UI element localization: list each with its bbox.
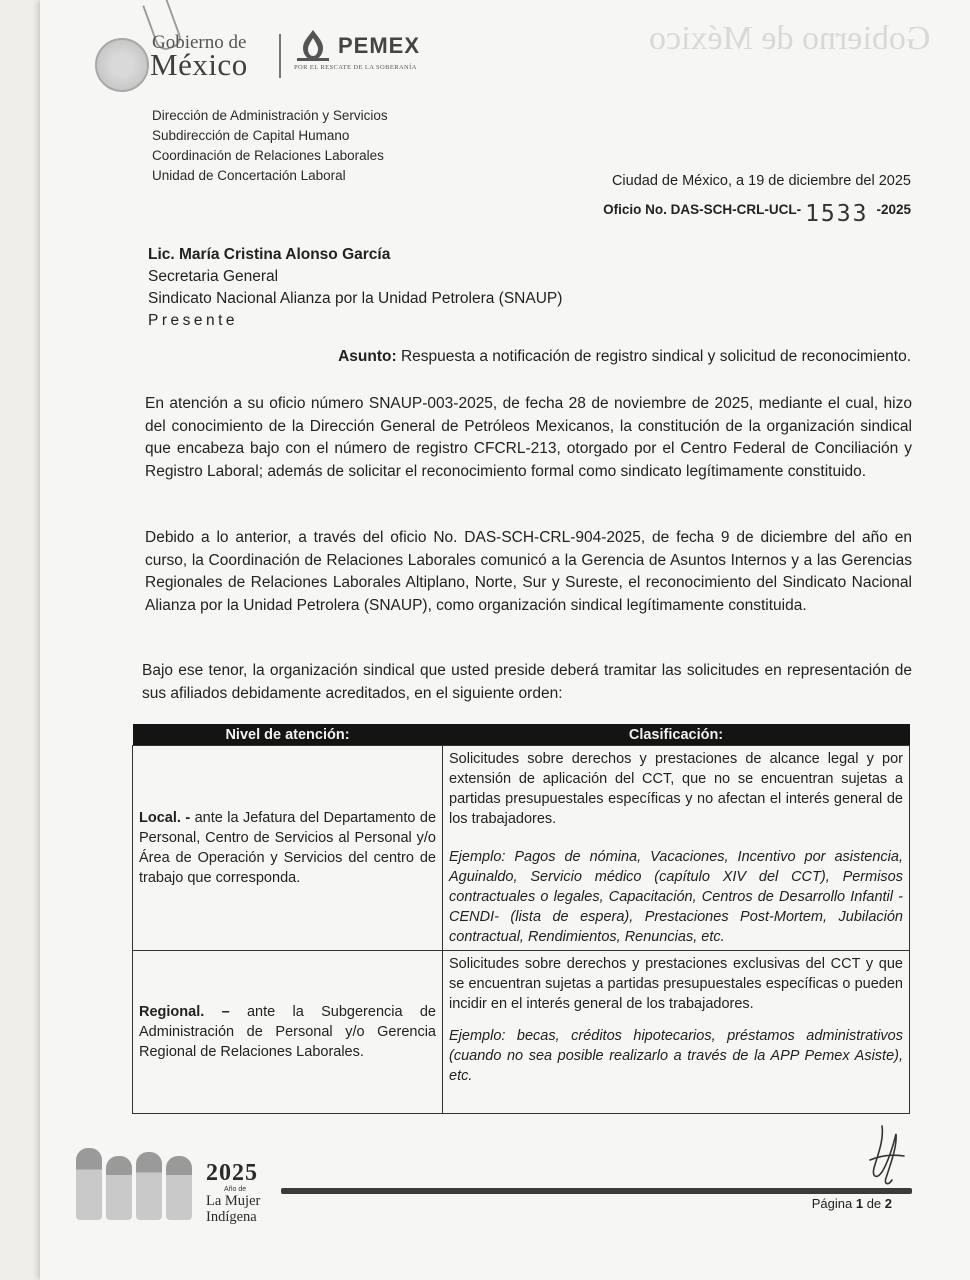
- year-emblem-line2: Indígena: [206, 1209, 257, 1225]
- level-label: Regional. –: [139, 1004, 230, 1020]
- table-header-row: [133, 724, 910, 746]
- figure-icon: [136, 1152, 162, 1220]
- figure-icon: [166, 1156, 192, 1220]
- year-emblem-sub: Año de: [224, 1186, 247, 1193]
- figure-icon: [106, 1156, 132, 1220]
- attention-levels-table: [132, 724, 910, 1114]
- signature-icon: [862, 1120, 912, 1192]
- department-block: [152, 106, 388, 186]
- classification-text: Solicitudes sobre derechos y prestaciones exclusivas del CCT y que se encuentran sujetas a partidas presupuestales específicas o pueden incidir en el interés general de los trabajadores.: [449, 956, 903, 1012]
- oficio-stamped-number: 1533: [805, 201, 869, 227]
- body-paragraph: En atención a su oficio número SNAUP-003-2025, de fecha 28 de noviembre de 2025, mediante el cual, hizo del conocimiento de la Dirección General de Petróleos Mexicanos, la constitución de la organización sindical que encabeza bajo con el número de registro CFCRL-213, otorgado por el Centro Federal de Conciliación y Registro Laboral; además de solicitar el reconocimiento formal como sindicato legítimamente constituido.: [145, 395, 912, 480]
- page-mid: de: [863, 1196, 885, 1211]
- pemex-brand: PEMEX: [338, 33, 421, 58]
- classification-example: Ejemplo: Pagos de nómina, Vacaciones, Incentivo por asistencia, Aguinaldo, Servicio médico (capítulo XIV del CCT), Permisos contractuales o legales, Capacitación, Centros de Desarrollo Infantil -CENDI- (lista de espera), Prestaciones Post-Mortem, Jubilación contractual, Rendimientos, Renuncias, etc.: [449, 849, 903, 945]
- page-total: 2: [884, 1196, 892, 1211]
- header-divider: [279, 34, 281, 78]
- year-emblem: 2025: [206, 1160, 258, 1186]
- page-prefix: Página: [811, 1196, 856, 1211]
- place-date: Ciudad de México, a 19 de diciembre del 2025: [611, 173, 911, 189]
- table-row: [133, 746, 910, 951]
- mexico-seal-icon: [95, 38, 149, 92]
- figure-icon: [76, 1148, 102, 1220]
- gobierno-line1: Gobierno de: [152, 32, 247, 53]
- recipient-name: Lic. María Cristina Alonso García: [148, 246, 391, 263]
- subject-text: Respuesta a notificación de registro sindical y solicitud de reconocimiento.: [400, 348, 911, 365]
- pemex-logo-icon: [293, 28, 333, 64]
- department-line: Dirección de Administración y Servicios: [152, 108, 388, 123]
- level-text: ante la Subgerencia de Administración de Personal y/o Gerencia Regional de Relaciones Laborales.: [139, 1004, 437, 1060]
- recipient-organization: Sindicato Nacional Alianza por la Unidad Petrolera (SNAUP): [148, 290, 563, 307]
- oficio-suffix: -2025: [876, 202, 911, 217]
- oficio-number: [603, 194, 911, 227]
- show-through-mark: Gobierno de México: [648, 20, 930, 57]
- year-emblem-line1: La Mujer: [206, 1193, 261, 1209]
- department-line: Unidad de Concertación Laboral: [152, 168, 346, 183]
- page-current: 1: [855, 1196, 864, 1211]
- level-cell: [133, 951, 443, 1114]
- recipient-block: [148, 244, 562, 332]
- table-header-level: Nivel de atención:: [133, 724, 443, 746]
- footer-rule: [281, 1188, 912, 1194]
- body-paragraph: Bajo ese tenor, la organización sindical que usted preside deberá tramitar las solicitudes en representación de sus afiliados debidamente acreditados, en el siguiente orden:: [142, 662, 912, 702]
- level-cell: [133, 746, 443, 951]
- table-row: [133, 951, 910, 1114]
- classification-text: Solicitudes sobre derechos y prestaciones de alcance legal y por extensión de aplicación del CCT, que no se encuentran sujetas a partidas presupuestales específicas y no afectan el interés general de los trabajadores.: [449, 751, 903, 827]
- classification-cell: [443, 746, 910, 951]
- subject-label: Asunto:: [338, 348, 397, 365]
- table-header-classification: Clasificación:: [443, 724, 910, 746]
- page-number: [812, 1196, 892, 1211]
- department-line: Coordinación de Relaciones Laborales: [152, 148, 384, 163]
- salutation: Presente: [148, 312, 239, 329]
- subject-line: [338, 348, 911, 366]
- level-text: ante la Jefatura del Departamento de Personal, Centro de Servicios al Personal y/o Área de Operación y Servicios del centro de trabajo que corresponda.: [139, 810, 437, 886]
- classification-cell: [443, 951, 910, 1114]
- oficio-prefix: Oficio No. DAS-SCH-CRL-UCL-: [603, 202, 802, 217]
- gobierno-line2: México: [150, 47, 248, 82]
- recipient-title: Secretaria General: [148, 268, 279, 285]
- pemex-tagline: POR EL RESCATE DE LA SOBERANÍA: [294, 64, 417, 71]
- level-label: Local. -: [139, 810, 191, 826]
- classification-example: Ejemplo: becas, créditos hipotecarios, préstamos administrativos (cuando no sea posible realizarlo a través de la APP Pemex Asiste), etc.: [449, 1028, 903, 1084]
- department-line: Subdirección de Capital Humano: [152, 128, 350, 143]
- body-paragraph: Debido a lo anterior, a través del oficio No. DAS-SCH-CRL-904-2025, de fecha 9 de diciembre del año en curso, la Coordinación de Relaciones Laborales comunicó a la Gerencia de Asuntos Internos y a las Gerencias Regionales de Relaciones Laborales Altiplano, Norte, Sur y Sureste, el reconocimiento del Sindicato Nacional Alianza por la Unidad Petrolera (SNAUP), como organización sindical legítimamente constituida.: [145, 529, 912, 614]
